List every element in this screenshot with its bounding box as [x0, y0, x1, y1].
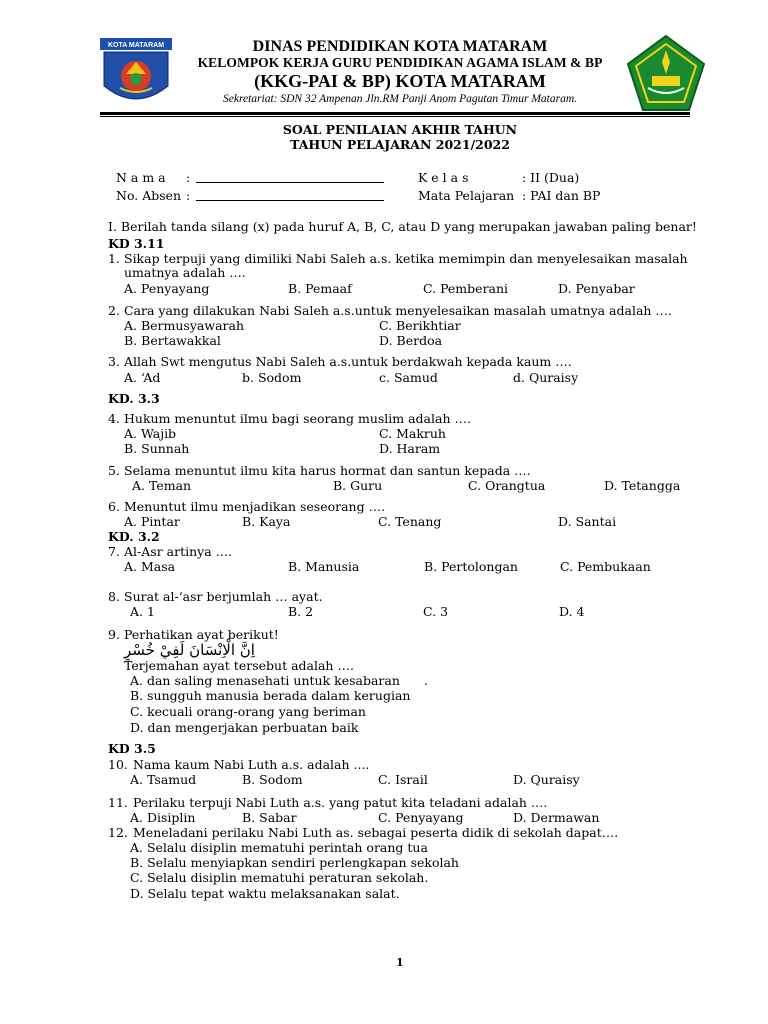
- q3-number: 3.: [108, 354, 120, 369]
- q10-option-c[interactable]: C. Israil: [378, 772, 428, 787]
- absen-colon: :: [186, 188, 191, 203]
- q10-text: Nama kaum Nabi Luth a.s. adalah ....: [133, 757, 370, 772]
- nama-field[interactable]: [196, 170, 384, 186]
- absen-field[interactable]: [196, 188, 384, 204]
- mapel-label: Mata Pelajaran: [418, 188, 515, 203]
- q6-option-a[interactable]: A. Pintar: [124, 514, 180, 529]
- logo-left-text: KOTA MATARAM: [107, 42, 165, 49]
- q10-number: 10.: [108, 757, 128, 772]
- kota-mataram-logo: [100, 38, 172, 110]
- q5-text: Selama menuntut ilmu kita harus hormat dan santun kepada ….: [124, 463, 531, 478]
- title-line1: SOAL PENILAIAN AKHIR TAHUN: [282, 122, 518, 137]
- header-address: Sekretariat: SDN 32 Ampenan Jln.RM Panji Anom Pagutan Timur Mataram.: [222, 93, 578, 105]
- q12-number: 12.: [108, 825, 128, 840]
- q9-arabic-verse: اِنَّ الْاِنْسَانَ لَفِيْ خُسْرٍ: [124, 641, 255, 659]
- q5-option-b[interactable]: B. Guru: [333, 478, 383, 493]
- header-line3: (KKG-PAI & BP) KOTA MATARAM: [254, 71, 546, 91]
- q9-text: Perhatikan ayat berikut!: [124, 627, 279, 642]
- q4-option-c[interactable]: C. Makruh: [379, 426, 446, 441]
- q9-text2: Terjemahan ayat tersebut adalah ….: [124, 658, 354, 673]
- q10-option-a[interactable]: A. Tsamud: [130, 772, 197, 787]
- q8-text: Surat al-‘asr berjumlah … ayat.: [124, 589, 323, 604]
- q7-option-b[interactable]: B. Manusia: [288, 559, 360, 574]
- q1-option-a[interactable]: A. Penyayang: [124, 281, 210, 296]
- q6-option-b[interactable]: B. Kaya: [242, 514, 291, 529]
- q1-number: 1.: [108, 251, 120, 266]
- q5-option-c[interactable]: C. Orangtua: [468, 478, 546, 493]
- q7-option-a[interactable]: A. Masa: [124, 559, 176, 574]
- q9-option-a[interactable]: A. dan saling menasehati untuk kesabaran: [130, 673, 400, 688]
- q2-option-b[interactable]: B. Bertawakkal: [124, 333, 221, 348]
- q11-option-d[interactable]: D. Dermawan: [513, 810, 600, 825]
- header-rule-thick: [100, 112, 690, 115]
- q6-text: Menuntut ilmu menjadikan seseorang ….: [124, 499, 386, 514]
- q7-number: 7.: [108, 544, 120, 559]
- q6-number: 6.: [108, 499, 120, 514]
- q4-option-a[interactable]: A. Wajib: [124, 426, 177, 441]
- q1-option-d[interactable]: D. Penyabar: [558, 281, 635, 296]
- q9-option-a-dot: .: [424, 673, 428, 688]
- q1-text: Sikap terpuji yang dimiliki Nabi Saleh a.s. ketika memimpin dan menyelesaikan masalah: [124, 251, 688, 266]
- q2-option-d[interactable]: D. Berdoa: [379, 333, 443, 348]
- q12-option-a[interactable]: A. Selalu disiplin mematuhi perintah orang tua: [130, 840, 428, 855]
- header-rule-thin: [100, 116, 690, 117]
- q9-number: 9.: [108, 627, 120, 642]
- q1-text2: umatnya adalah ….: [124, 265, 246, 280]
- q8-number: 8.: [108, 589, 120, 604]
- q9-option-c[interactable]: C. kecuali orang-orang yang beriman: [130, 704, 366, 719]
- kd-heading-3: KD. 3.2: [108, 529, 160, 544]
- q3-option-a[interactable]: A. ‘Ad: [124, 370, 161, 385]
- q7-text: Al-Asr artinya ….: [124, 544, 233, 559]
- nama-label: N a m a: [116, 170, 166, 185]
- q4-text: Hukum menuntut ilmu bagi seorang muslim adalah ….: [124, 411, 471, 426]
- q8-option-a[interactable]: A. 1: [130, 604, 155, 619]
- header-line1: DINAS PENDIDIKAN KOTA MATARAM: [252, 38, 548, 55]
- q3-option-b[interactable]: b. Sodom: [242, 370, 302, 385]
- kelas-label: K e l a s: [418, 170, 469, 185]
- q8-option-b[interactable]: B. 2: [288, 604, 314, 619]
- q2-option-c[interactable]: C. Berikhtiar: [379, 318, 461, 333]
- header-line2: KELOMPOK KERJA GURU PENDIDIKAN AGAMA ISLAM & BP: [197, 55, 603, 70]
- q4-number: 4.: [108, 411, 120, 426]
- q2-text: Cara yang dilakukan Nabi Saleh a.s.untuk menyelesaikan masalah umatnya adalah ….: [124, 303, 672, 318]
- q5-number: 5.: [108, 463, 120, 478]
- instruction: I. Berilah tanda silang (x) pada huruf A, B, C, atau D yang merupakan jawaban paling benar!: [108, 219, 697, 234]
- kemenag-logo: [626, 34, 706, 112]
- q7-option-d[interactable]: C. Pembukaan: [560, 559, 651, 574]
- kd-heading-2: KD. 3.3: [108, 391, 160, 406]
- q1-option-c[interactable]: C. Pemberani: [423, 281, 509, 296]
- q9-option-b[interactable]: B. sungguh manusia berada dalam kerugian: [130, 688, 411, 703]
- q2-number: 2.: [108, 303, 120, 318]
- q5-option-d[interactable]: D. Tetangga: [604, 478, 681, 493]
- q5-option-a[interactable]: A. Teman: [132, 478, 192, 493]
- mapel-value: : PAI dan BP: [522, 188, 601, 203]
- q1-option-b[interactable]: B. Pemaaf: [288, 281, 352, 296]
- page-number: 1: [396, 956, 404, 969]
- q11-option-c[interactable]: C. Penyayang: [378, 810, 464, 825]
- q6-option-d[interactable]: D. Santai: [558, 514, 617, 529]
- q12-text: Meneladani perilaku Nabi Luth as. sebagai peserta didik di sekolah dapat….: [133, 825, 619, 840]
- q11-text: Perilaku terpuji Nabi Luth a.s. yang patut kita teladani adalah ….: [133, 795, 548, 810]
- q12-option-c[interactable]: C. Selalu disiplin mematuhi peraturan sekolah.: [130, 870, 429, 885]
- q10-option-b[interactable]: B. Sodom: [242, 772, 303, 787]
- q11-option-b[interactable]: B. Sabar: [242, 810, 297, 825]
- q12-option-b[interactable]: B. Selalu menyiapkan sendiri perlengkapan sekolah: [130, 855, 459, 870]
- nama-colon: :: [186, 170, 191, 185]
- q3-option-c[interactable]: c. Samud: [379, 370, 438, 385]
- kelas-value: : II (Dua): [522, 170, 580, 185]
- q11-number: 11.: [108, 795, 128, 810]
- absen-label: No. Absen: [116, 188, 182, 203]
- kd-heading-4: KD 3.5: [108, 741, 156, 756]
- q6-option-c[interactable]: C. Tenang: [378, 514, 442, 529]
- q4-option-d[interactable]: D. Haram: [379, 441, 441, 456]
- q3-option-d[interactable]: d. Quraisy: [513, 370, 579, 385]
- q8-option-c[interactable]: C. 3: [423, 604, 449, 619]
- q8-option-d[interactable]: D. 4: [559, 604, 585, 619]
- q3-text: Allah Swt mengutus Nabi Saleh a.s.untuk berdakwah kepada kaum ….: [124, 354, 572, 369]
- q10-option-d[interactable]: D. Quraisy: [513, 772, 580, 787]
- q11-option-a[interactable]: A. Disiplin: [130, 810, 196, 825]
- q2-option-a[interactable]: A. Bermusyawarah: [124, 318, 244, 333]
- q4-option-b[interactable]: B. Sunnah: [124, 441, 190, 456]
- q12-option-d[interactable]: D. Selalu tepat waktu melaksanakan salat.: [130, 886, 400, 901]
- kd-heading-1: KD 3.11: [108, 236, 165, 251]
- q9-option-d[interactable]: D. dan mengerjakan perbuatan baik: [130, 720, 359, 735]
- title-line2: TAHUN PELAJARAN 2021/2022: [290, 137, 510, 152]
- q7-option-c[interactable]: B. Pertolongan: [424, 559, 518, 574]
